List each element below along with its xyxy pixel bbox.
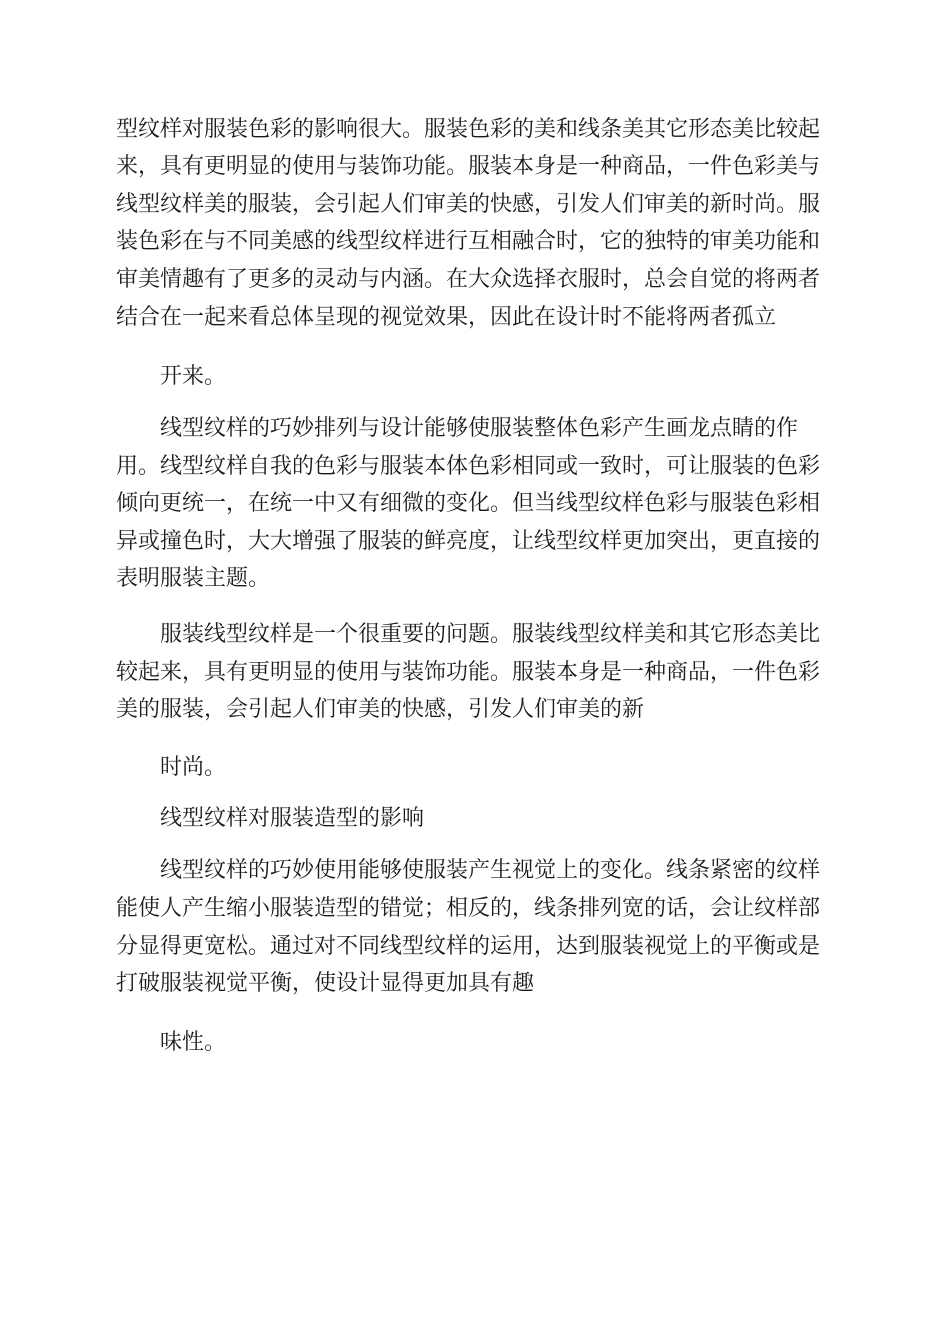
text-line: 线型纹样的巧妙使用能够使服装产生视觉上的变化。线条紧密的纹样	[160, 858, 821, 883]
text-line: 打破服装视觉平衡，使设计显得更加具有趣	[116, 971, 535, 996]
text-line: 倾向更统一，在统一中又有细微的变化。但当线型纹样色彩与服装色彩相	[116, 491, 821, 516]
text-line: 服装线型纹样是一个很重要的问题。服装线型纹样美和其它形态美比	[160, 622, 821, 647]
text-line: 味性。	[160, 1030, 227, 1055]
text-line: 美的服装，会引起人们审美的快感，引发人们审美的新	[116, 697, 645, 722]
text-line: 审美情趣有了更多的灵动与内涵。在大众选择衣服时，总会自觉的将两者	[116, 267, 821, 292]
text-line: 线型纹样的巧妙排列与设计能够使服装整体色彩产生画龙点睛的作	[160, 416, 799, 441]
text-line: 开来。	[160, 364, 227, 389]
text-line: 结合在一起来看总体呈现的视觉效果，因此在设计时不能将两者孤立	[116, 305, 777, 330]
text-line: 表明服装主题。	[116, 566, 271, 591]
text-line: 分显得更宽松。通过对不同线型纹样的运用，达到服装视觉上的平衡或是	[116, 934, 821, 959]
text-line: 用。线型纹样自我的色彩与服装本体色彩相同或一致时，可让服装的色彩	[116, 454, 821, 479]
text-line: 能使人产生缩小服装造型的错觉；相反的，线条排列宽的话，会让纹样部	[116, 896, 821, 921]
text-line: 较起来，具有更明显的使用与装饰功能。服装本身是一种商品，一件色彩	[116, 660, 821, 685]
text-line: 时尚。	[160, 755, 227, 780]
text-line: 来，具有更明显的使用与装饰功能。服装本身是一种商品，一件色彩美与	[116, 154, 821, 179]
section-heading-text: 线型纹样对服装造型的影响	[160, 806, 425, 831]
text-line: 异或撞色时，大大增强了服装的鲜亮度，让线型纹样更加突出，更直接的	[116, 529, 821, 554]
text-line: 线型纹样美的服装，会引起人们审美的快感，引发人们审美的新时尚。服	[116, 192, 821, 217]
text-line: 型纹样对服装色彩的影响很大。服装色彩的美和线条美其它形态美比较起	[116, 117, 821, 142]
text-line: 装色彩在与不同美感的线型纹样进行互相融合时，它的独特的审美功能和	[116, 229, 821, 254]
